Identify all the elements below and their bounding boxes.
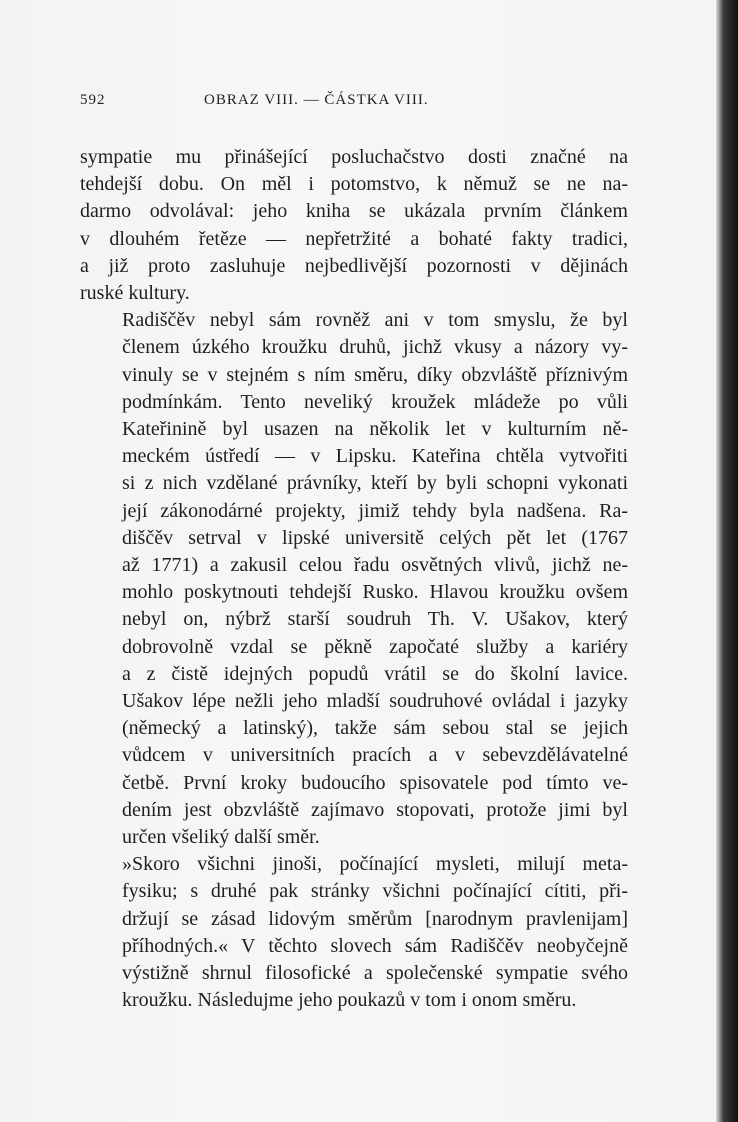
text-line: Kateřinině byl usazen na několik let v kulturním ně- <box>122 418 628 441</box>
text-line: v dlouhém řetěze — nepřetržité a bohaté fakty tradici, <box>80 227 628 250</box>
text-line: ruské kultury. <box>80 282 190 305</box>
text-line: četbě. První kroky budoucího spisovatele pod tímto ve- <box>122 771 628 794</box>
text-line: nebyl on, nýbrž starší soudruh Th. V. Ušakov, který <box>122 608 628 631</box>
text-line: Ušakov lépe nežli jeho mladší soudruhové ovládal i jazyky <box>122 690 628 713</box>
text-line: a již proto zasluhuje nejbedlivější pozornosti v dějinách <box>80 254 628 277</box>
text-line: a z čistě idejných popudů vrátil se do školní lavice. <box>122 662 628 685</box>
text-line: až 1771) a zakusil celou řadu osvětných vlivů, jichž ne- <box>122 554 628 577</box>
text-line: členem úzkého kroužku druhů, jichž vkusy a názory vy- <box>122 336 628 359</box>
text-line: vinuly se v stejném s ním směru, díky obzvláště příznivým <box>122 363 628 386</box>
page-header <box>80 92 640 118</box>
page-number: 592 <box>80 92 106 108</box>
text-line: si z nich vzdělané právníky, kteří by byli schopni vykonati <box>122 472 628 495</box>
book-spine-shadow <box>716 0 738 1122</box>
text-line: vůdcem v universitních pracích a v sebevzdělávatelné <box>122 744 628 767</box>
text-line: sympatie mu přinášející posluchačstvo dosti značné na <box>80 146 628 168</box>
running-head: OBRAZ VIII. — ČÁSTKA VIII. <box>204 92 429 108</box>
paragraph <box>80 851 628 1014</box>
text-line: »Skoro všichni jinoši, počínající mysleti, milují meta- <box>122 853 628 876</box>
text-line: meckém ústředí — v Lipsku. Kateřina chtěla vytvořiti <box>122 445 628 468</box>
text-line: mohlo poskytnouti tehdejší Rusko. Hlavou kroužku ovšem <box>122 581 628 604</box>
text-line: podmínkám. Tento neveliký kroužek mládeže po vůli <box>122 390 628 413</box>
text-line: kroužku. Následujme jeho poukazů v tom i onom směru. <box>122 989 577 1012</box>
text-line: dobrovolně vzdal se pěkně započaté služby a kariéry <box>122 635 628 658</box>
text-line: tehdejší dobu. On měl i potomstvo, k němuž se ne na- <box>80 173 628 196</box>
text-line: Radiščěv nebyl sám rovněž ani v tom smyslu, že byl <box>122 309 628 332</box>
text-line: diščěv setrval v lipské universitě celých pět let (1767 <box>122 526 628 549</box>
text-line: dením jest obzvláště zajímavo stopovati, protože jimi byl <box>122 798 628 821</box>
paragraph <box>80 144 628 307</box>
text-line: příhodných.« V těchto slovech sám Radiščěv neobyčejně <box>122 934 628 957</box>
body-text <box>80 144 628 1015</box>
text-line: její zákonodárné projekty, jimiž tehdy byla nadšena. Ra- <box>122 499 628 522</box>
text-line: držují se zásad lidovým směrům [narodnym pravlenijam] <box>122 907 628 930</box>
text-line: (německý a latinský), takže sám sebou stal se jejich <box>122 717 628 740</box>
text-line: fysiku; s druhé pak stránky všichni počínající cítiti, při- <box>122 880 628 903</box>
text-line: výstižně shrnul filosofické a společenské sympatie svého <box>122 962 628 985</box>
paragraph <box>80 307 628 851</box>
text-line: darmo odvolával: jeho kniha se ukázala prvním článkem <box>80 200 628 223</box>
text-line: určen všeliký další směr. <box>122 826 320 849</box>
